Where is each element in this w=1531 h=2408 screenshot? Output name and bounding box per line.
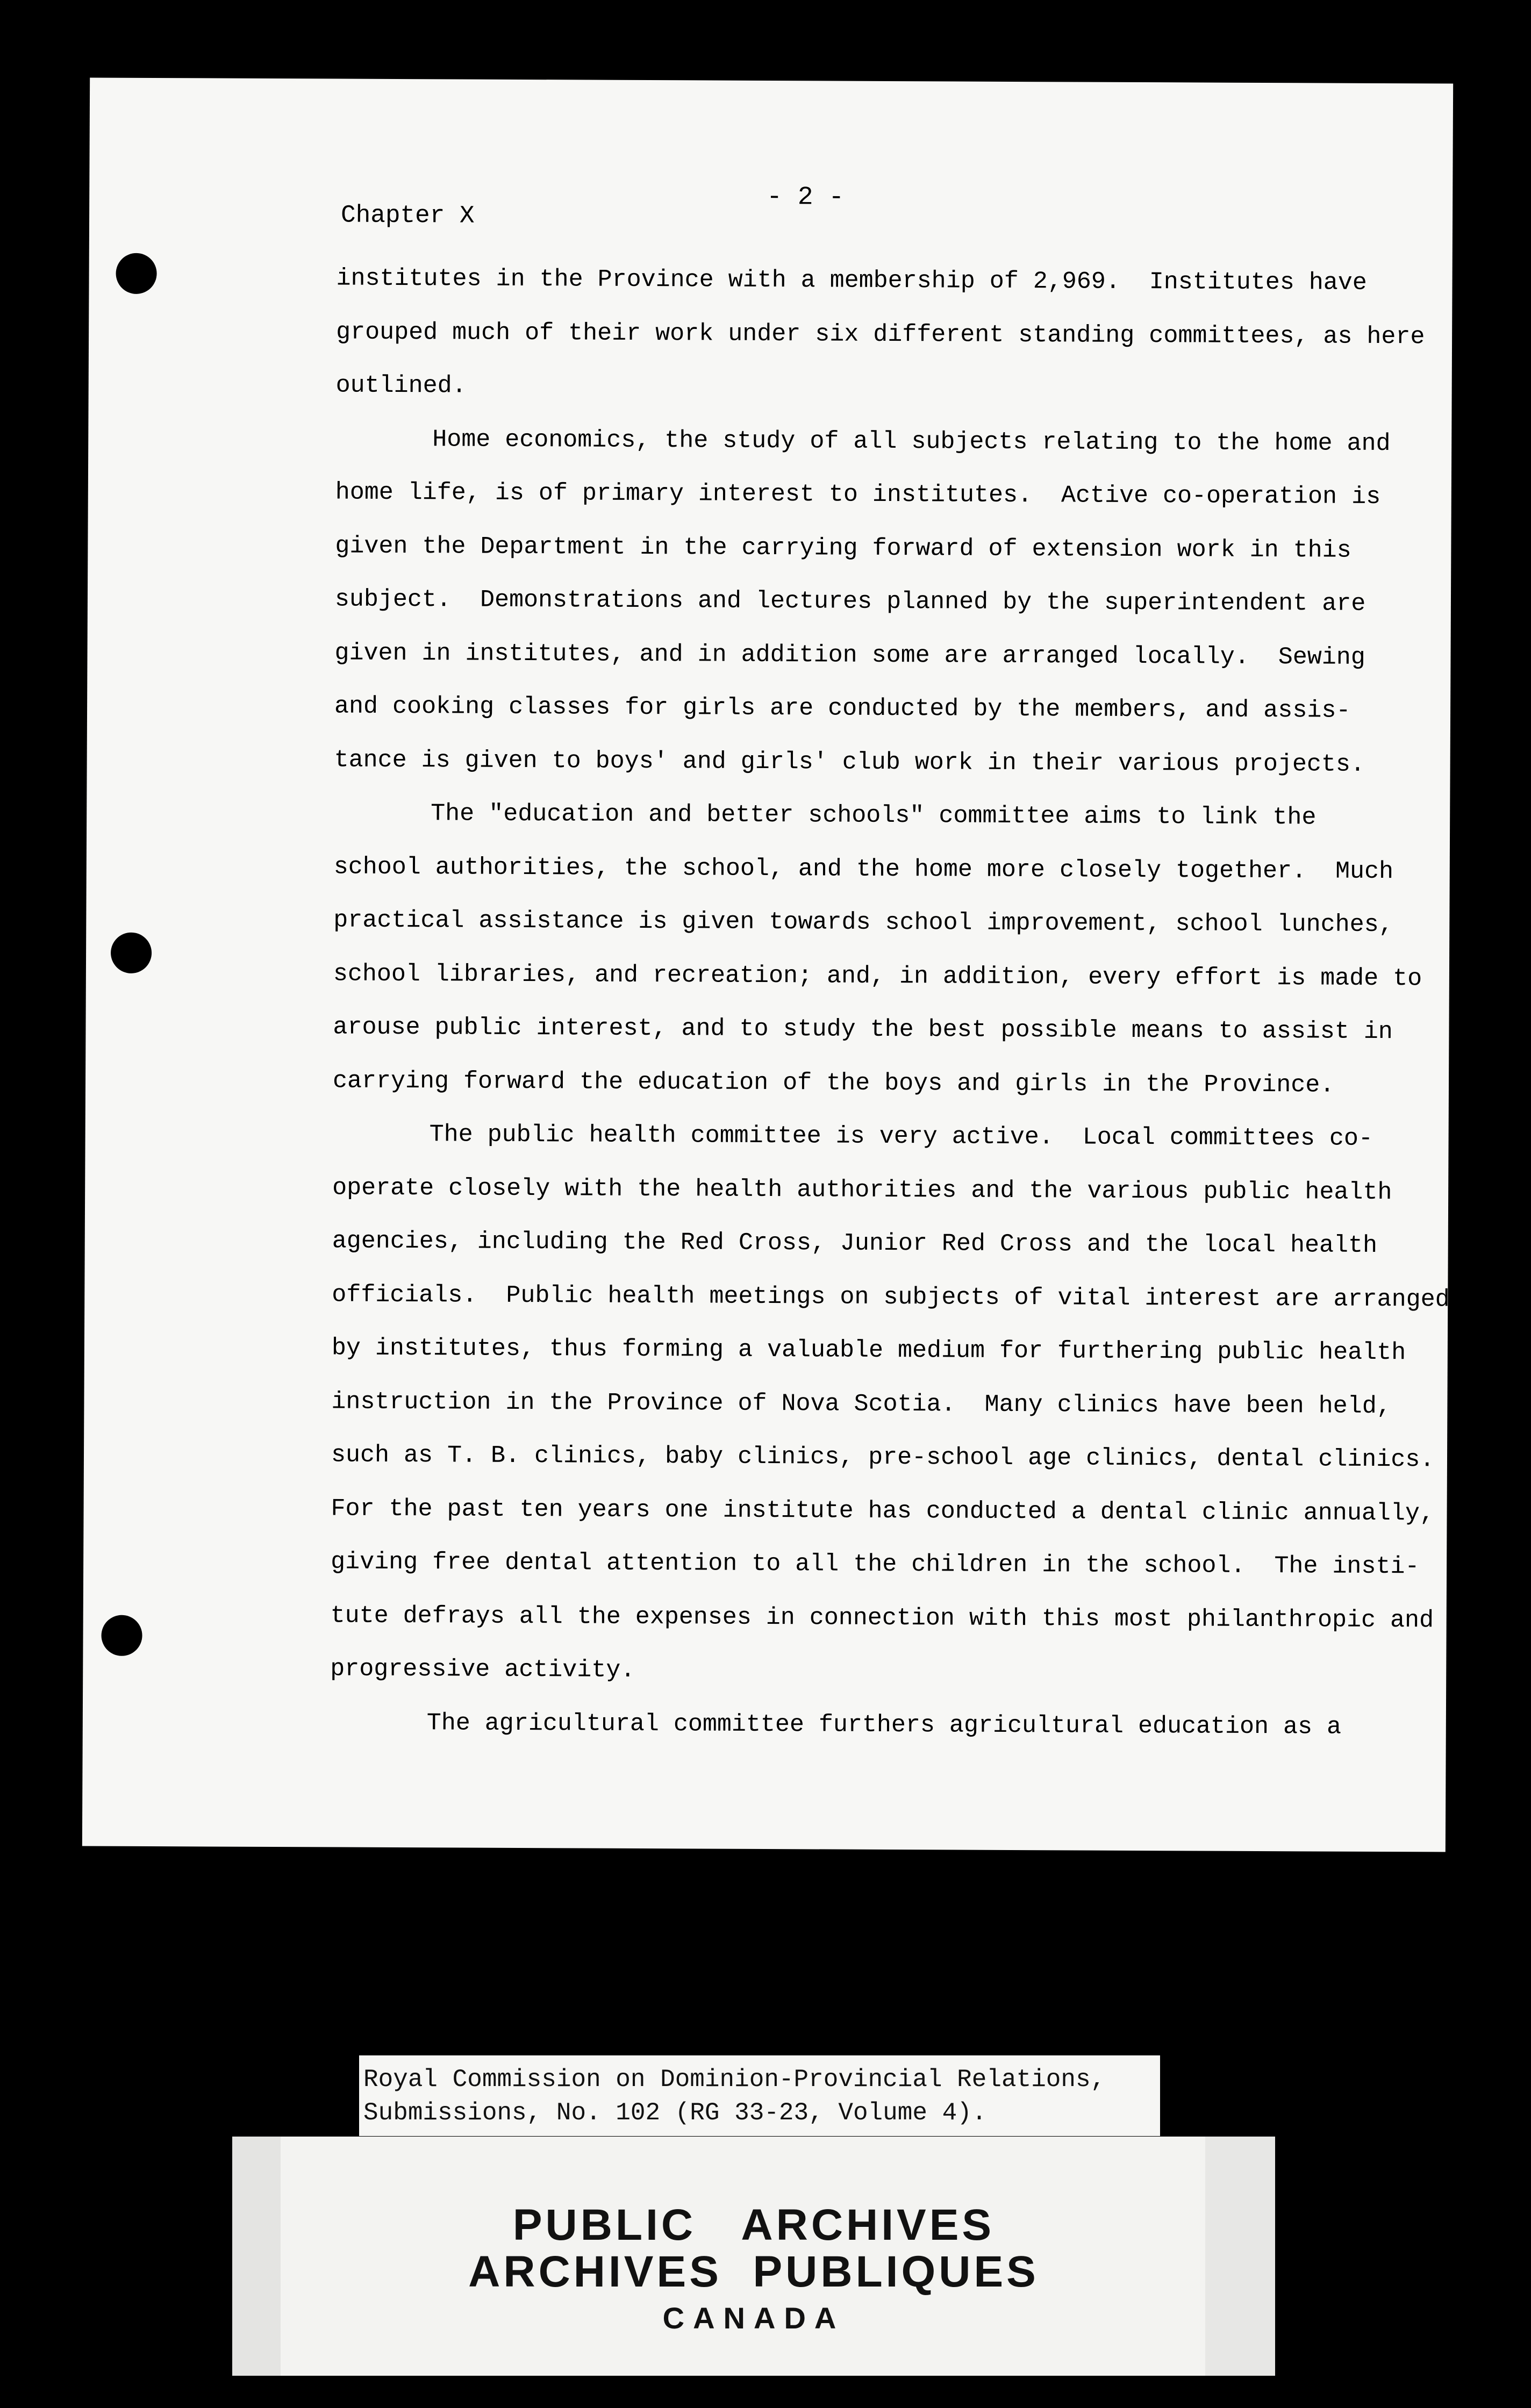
text-line: The public health committee is very active. Local committees co-	[429, 1121, 1373, 1152]
text-line: subject. Demonstrations and lectures planned by the superintendent are	[334, 585, 1366, 618]
citation-line: Royal Commission on Dominion-Provincial Relations,	[363, 2066, 1106, 2094]
text-line: grouped much of their work under six different standing committees, as here	[336, 318, 1425, 350]
text-line: giving free dental attention to all the children in the school. The insti-	[331, 1548, 1420, 1581]
text-line: officials. Public health meetings on subjects of vital interest are arranged	[332, 1280, 1450, 1314]
punch-hole-bottom	[101, 1615, 142, 1656]
text-line: tute defrays all the expenses in connection with this most philanthropic and	[330, 1601, 1434, 1634]
text-line: school authorities, the school, and the home more closely together. Much	[333, 852, 1394, 885]
stamp-line-public-archives: PUBLIC ARCHIVES	[512, 2201, 995, 2249]
text-line: The agricultural committee furthers agricultural education as a	[426, 1709, 1342, 1741]
text-line: and cooking classes for girls are conducted by the members, and assis-	[334, 692, 1351, 725]
punch-hole-middle	[111, 933, 152, 973]
page-number: - 2 -	[767, 182, 845, 212]
body-text	[330, 252, 1450, 1754]
text-line: arouse public interest, and to study the best possible means to assist in	[333, 1013, 1393, 1046]
text-line: progressive activity.	[330, 1655, 635, 1684]
text-line: Home economics, the study of all subjects relating to the home and	[432, 425, 1391, 457]
text-line: home life, is of primary interest to institutes. Active co-operation is	[335, 478, 1381, 511]
document-page	[82, 77, 1453, 1852]
text-line: The "education and better schools" committee aims to link the	[431, 800, 1317, 832]
stamp-line-canada: CANADA	[662, 2301, 845, 2335]
archive-citation-label	[359, 2055, 1160, 2136]
text-line: instruction in the Province of Nova Scotia. Many clinics have been held,	[331, 1387, 1391, 1420]
citation-line: Submissions, No. 102 (RG 33-23, Volume 4).	[363, 2099, 987, 2127]
archives-stamp	[232, 2137, 1275, 2376]
text-line: given in institutes, and in addition some are arranged locally. Sewing	[334, 639, 1365, 671]
text-line: tance is given to boys' and girls' club work in their various projects.	[334, 746, 1365, 778]
stamp-line-archives-publiques: ARCHIVES PUBLIQUES	[468, 2247, 1039, 2296]
text-line: such as T. B. clinics, baby clinics, pre-school age clinics, dental clinics.	[331, 1441, 1435, 1474]
chapter-heading: Chapter X	[340, 201, 475, 230]
text-line: school libraries, and recreation; and, in addition, every effort is made to	[333, 959, 1422, 992]
text-line: outlined.	[335, 371, 467, 400]
text-line: given the Department in the carrying forward of extension work in this	[335, 532, 1351, 564]
text-line: For the past ten years one institute has conducted a dental clinic annually,	[331, 1494, 1435, 1527]
punch-hole-top	[116, 253, 156, 294]
text-line: agencies, including the Red Cross, Junior Red Cross and the local health	[332, 1227, 1378, 1259]
text-line: practical assistance is given towards school improvement, school lunches,	[333, 906, 1393, 939]
text-line: by institutes, thus forming a valuable medium for furthering public health	[331, 1334, 1406, 1367]
text-line: operate closely with the health authorities and the various public health	[332, 1173, 1392, 1206]
text-line: carrying forward the education of the boys and girls in the Province.	[332, 1066, 1335, 1099]
text-line: institutes in the Province with a membership of 2,969. Institutes have	[336, 264, 1367, 297]
